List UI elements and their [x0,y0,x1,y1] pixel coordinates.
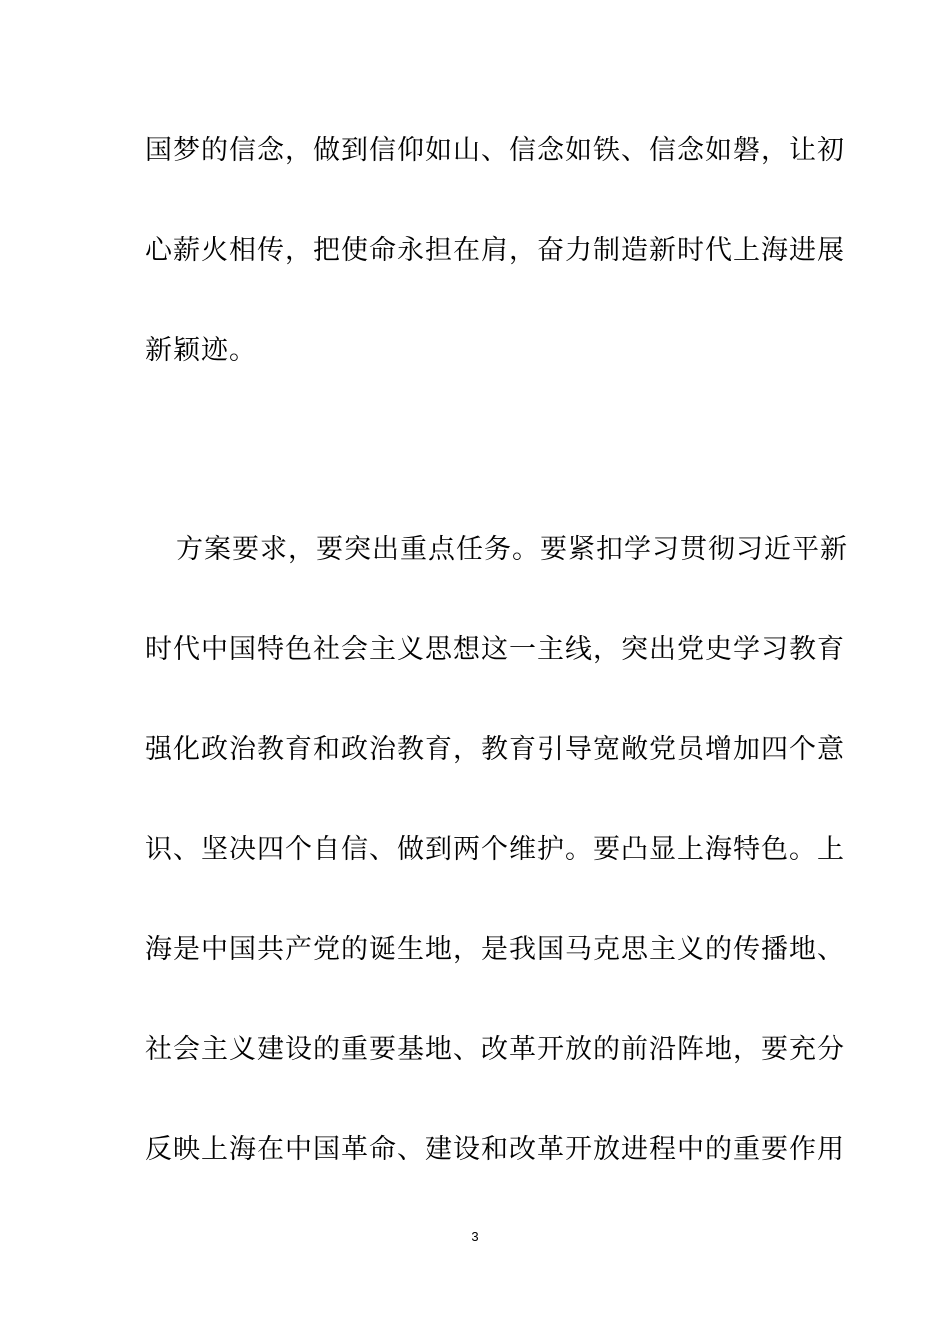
page-number: 3 [471,1229,479,1244]
paragraph-2-line-5: 海是中国共产党的诞生地，是我国马克思主义的传播地、 [145,934,845,965]
paragraph-2-line-3: 强化政治教育和政治教育，教育引导宽敞党员增加四个意 [145,734,845,765]
paragraph-2-line-4: 识、坚决四个自信、做到两个维护。要凸显上海特色。上 [145,834,845,865]
paragraph-1-line-3: 新颖迹。 [145,335,257,366]
paragraph-1-line-2: 心薪火相传，把使命永担在肩，奋力制造新时代上海进展 [145,235,845,266]
paragraph-2-line-1: 方案要求，要突出重点任务。要紧扣学习贯彻习近平新 [176,534,848,565]
paragraph-1-line-1: 国梦的信念，做到信仰如山、信念如铁、信念如磐，让初 [145,135,845,166]
paragraph-2-line-2: 时代中国特色社会主义思想这一主线，突出党史学习教育 [145,634,845,665]
paragraph-2-line-7: 反映上海在中国革命、建设和改革开放进程中的重要作用 [145,1134,845,1165]
paragraph-2-line-6: 社会主义建设的重要基地、改革开放的前沿阵地，要充分 [145,1034,845,1065]
